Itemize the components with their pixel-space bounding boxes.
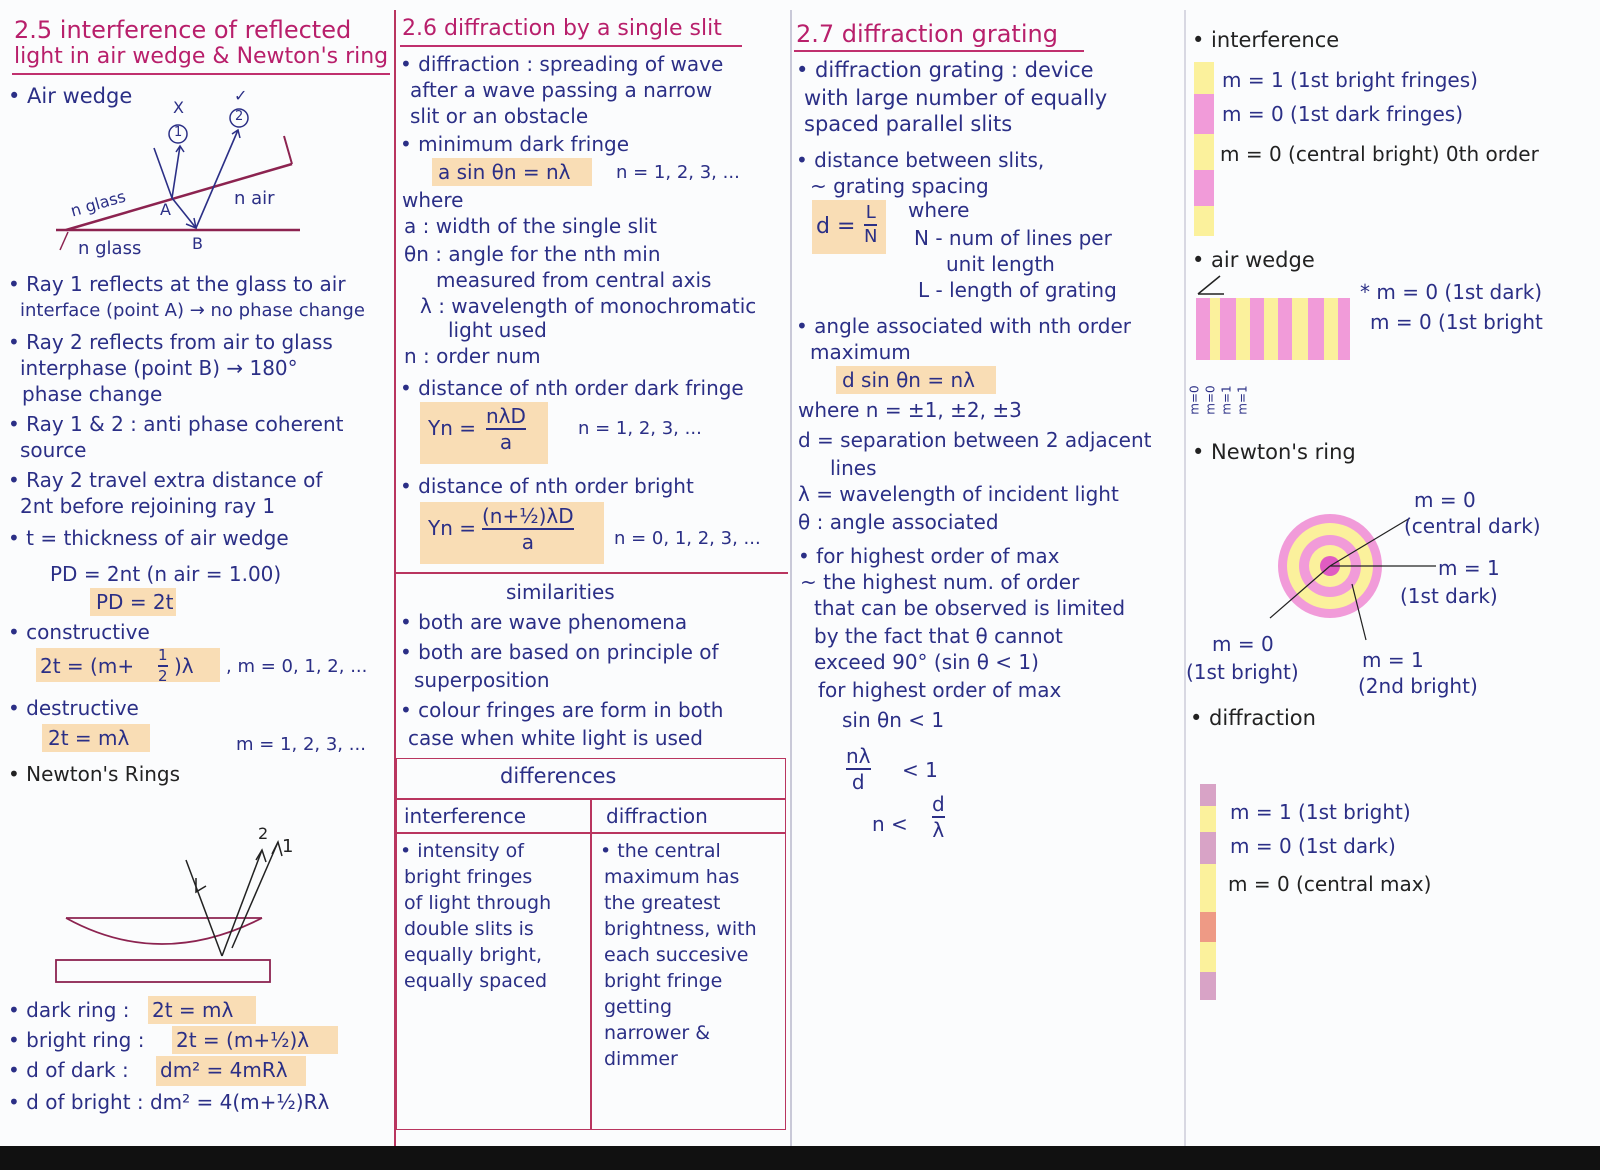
table-interference-line: • intensity of (400, 840, 524, 862)
table-diffraction-line: maximum has (604, 866, 740, 888)
air-wedge-fringe (1210, 298, 1220, 360)
air-wedge-heading: • Air wedge (8, 84, 133, 108)
sin-inequality: sin θn < 1 (842, 708, 945, 732)
d-eq-num: L (865, 202, 876, 223)
air-wedge-fringe (1308, 298, 1324, 360)
where-theta-l2: measured from central axis (436, 268, 712, 292)
pd-equation-2: PD = 2t (96, 590, 174, 614)
diffraction-def-l2: after a wave passing a narrow (410, 78, 713, 102)
where-theta-l1: θn : angle for the nth min (404, 242, 661, 266)
air-wedge-fringe (1196, 298, 1210, 360)
wedge-angle-icon (1196, 272, 1226, 296)
diffraction-m0-central: m = 0 (central max) (1228, 872, 1432, 896)
where-lambda-l2: light used (448, 318, 547, 342)
air-wedge-fringe (1338, 298, 1350, 360)
n-glass-lower-label: n glass (78, 238, 142, 259)
d-bright-eq: • d of bright : dm² = 4(m+½)Rλ (8, 1090, 330, 1114)
air-wedge-fringe (1236, 298, 1250, 360)
destructive-heading: • destructive (8, 696, 139, 720)
d-eq-frac (864, 204, 877, 246)
air-wedge-m0-dark: * m = 0 (1st dark) (1360, 280, 1543, 304)
similarity-3-l1: • colour fringes are form in both (400, 698, 724, 722)
bullet-thickness: • t = thickness of air wedge (8, 526, 289, 550)
similarity-3-l2: case when white light is used (408, 726, 703, 750)
ray-1-label: 1 (174, 125, 183, 140)
table-interference-line: bright fringes (404, 866, 533, 888)
table-diffraction-line: each succesive (604, 944, 749, 966)
col-divider-2 (790, 10, 792, 1146)
n-definition-l1: N - num of lines per (914, 226, 1112, 250)
highest-order-l4: by the fact that θ cannot (814, 624, 1063, 648)
dist-bright-heading: • distance of nth order bright (400, 474, 694, 498)
col-divider-3 (1184, 10, 1186, 1146)
newtons-rings-diagram (0, 820, 394, 990)
grating-def-l2: with large number of equally (804, 86, 1108, 110)
d-dark-label: • d of dark : (8, 1058, 129, 1082)
highest-order-l1: • for highest order of max (798, 544, 1060, 568)
table-diffraction-line: the greatest (604, 892, 721, 914)
air-wedge-fringe (1292, 298, 1308, 360)
air-wedge-fringe (1220, 298, 1236, 360)
nr-1st-bright-label: (1st bright) (1186, 660, 1299, 684)
bullet-ray12-l2: source (20, 438, 87, 462)
nr-central-dark-label: (central dark) (1404, 514, 1541, 538)
diffraction-heading-col4: • diffraction (1190, 706, 1316, 730)
air-wedge-fringe (1324, 298, 1338, 360)
min-dark-fringe: • minimum dark fringe (400, 132, 630, 156)
newton-ray-1: 1 (282, 836, 294, 857)
yn-dark-n-values: n = 1, 2, 3, ... (578, 418, 702, 439)
nr-m1-bright-label: m = 1 (1362, 648, 1424, 672)
yn-dark-lhs: Yn = (428, 416, 477, 440)
table-interference-line: double slits is (404, 918, 534, 940)
table-diffraction-line: • the central (600, 840, 721, 862)
interference-heading: • interference (1192, 28, 1340, 52)
pd-equation-1: PD = 2nt (n air = 1.00) (50, 562, 282, 586)
section-title-2-5-line1: 2.5 interference of reflected (14, 16, 352, 44)
differences-title: differences (500, 764, 617, 788)
bright-ring-eq: 2t = (m+½)λ (176, 1028, 310, 1052)
air-wedge-m-label: m=1 (1219, 385, 1234, 415)
angle-heading-l1: • angle associated with nth order (796, 314, 1132, 338)
point-b-label: B (192, 234, 203, 253)
frac2-den: λ (932, 817, 945, 842)
yn-dark-num: nλD (486, 404, 526, 428)
table-diffraction-line: narrower & (604, 1022, 711, 1044)
diffraction-fringe (1200, 912, 1216, 942)
similarity-2-l1: • both are based on principle of (400, 640, 719, 664)
diffraction-fringe (1200, 864, 1216, 912)
table-interference-line: equally spaced (404, 970, 548, 992)
bullet-ray2-l1: • Ray 2 reflects from air to glass (8, 330, 333, 354)
interference-fringe (1194, 206, 1214, 236)
interference-m0-central: m = 0 (central bright) 0th order (1220, 142, 1539, 166)
diffraction-def-l3: slit or an obstacle (410, 104, 589, 128)
where-n-values: where n = ±1, ±2, ±3 (798, 398, 1022, 422)
table-interference-line: of light through (404, 892, 552, 914)
air-wedge-m-label: m=0 (1203, 385, 1218, 415)
highest-order-l3: that can be observed is limited (814, 596, 1126, 620)
section-title-2-7: 2.7 diffraction grating (796, 20, 1058, 48)
grating-eq: d sin θn = nλ (842, 368, 975, 392)
dark-ring-label: • dark ring : (8, 998, 130, 1022)
bright-ring-label: • bright ring : (8, 1028, 145, 1052)
table-diffraction-line: brightness, with (604, 918, 757, 940)
similarities-title: similarities (506, 580, 615, 604)
dist-dark-heading: • distance of nth order dark fringe (400, 376, 744, 400)
constructive-eq-b: )λ (174, 654, 194, 678)
highest-order-l6: for highest order of max (818, 678, 1062, 702)
section-title-2-5-line2: light in air wedge & Newton's ring (14, 44, 389, 69)
table-interference-line: equally bright, (404, 944, 543, 966)
table-head-diffraction: diffraction (606, 804, 708, 828)
air-wedge-fringe (1278, 298, 1292, 360)
similarities-top-rule (396, 572, 788, 574)
ray-2-label: 2 (235, 109, 244, 124)
yn-bright-frac (482, 506, 574, 552)
yn-dark-frac (486, 406, 526, 452)
table-diffraction-line: dimmer (604, 1048, 678, 1070)
d-definition-l1: d = separation between 2 adjacent (798, 428, 1152, 452)
constructive-m-values: , m = 0, 1, 2, ... (226, 656, 368, 677)
yn-dark-den: a (499, 429, 513, 454)
n-lambda-over-d (846, 746, 871, 792)
bullet-ray1-l1: • Ray 1 reflects at the glass to air (8, 272, 346, 296)
interference-m0-dark: m = 0 (1st dark fringes) (1222, 102, 1464, 126)
similarity-1: • both are wave phenomena (400, 610, 688, 634)
air-wedge-fringe (1250, 298, 1264, 360)
interference-fringe (1194, 94, 1214, 134)
constructive-heading: • constructive (8, 620, 150, 644)
destructive-eq: 2t = mλ (48, 726, 130, 750)
nr-m0-bright-label: m = 0 (1212, 632, 1274, 656)
where-a: a : width of the single slit (404, 214, 657, 238)
diffraction-fringe (1200, 806, 1216, 832)
diffraction-fringe (1200, 832, 1216, 864)
point-a-label: A (160, 200, 171, 219)
l-definition: L - length of grating (918, 278, 1117, 302)
n-definition-l2: unit length (946, 252, 1055, 276)
min-eq: a sin θn = nλ (438, 160, 571, 184)
spacing-l1: • distance between slits, (796, 148, 1045, 172)
air-wedge-diagram (0, 0, 394, 270)
diffraction-fringe (1200, 784, 1216, 806)
yn-bright-n-values: n = 0, 1, 2, 3, ... (614, 528, 761, 549)
yn-bright-den: a (521, 529, 534, 554)
newton-ray-2: 2 (258, 824, 269, 843)
grating-def-l1: • diffraction grating : device (796, 58, 1094, 82)
air-wedge-heading-col4: • air wedge (1192, 248, 1315, 272)
diffraction-fringe (1200, 942, 1216, 972)
differences-mid-line (590, 798, 592, 1130)
half-num: 1 (158, 646, 168, 664)
diffraction-m1: m = 1 (1st bright) (1230, 800, 1411, 824)
newtons-ring-diagram (1270, 506, 1390, 626)
spacing-l2: ~ grating spacing (810, 174, 989, 198)
interference-m1: m = 1 (1st bright fringes) (1222, 68, 1478, 92)
d-over-lambda (932, 794, 945, 840)
d-eq-lhs: d = (816, 214, 856, 239)
frac2-lhs: n < (872, 812, 908, 836)
frac2-num: d (932, 792, 945, 816)
table-diffraction-line: getting (604, 996, 673, 1018)
nr-2nd-bright-label: (2nd bright) (1358, 674, 1478, 698)
air-wedge-m0-bright: m = 0 (1st bright (1370, 310, 1543, 334)
diffraction-m0-dark: m = 0 (1st dark) (1230, 834, 1396, 858)
mark-x: X (173, 98, 184, 117)
title-underline-2-7 (794, 50, 1084, 52)
frac1-num: nλ (846, 744, 871, 768)
bullet-ray12-l1: • Ray 1 & 2 : anti phase coherent (8, 412, 344, 436)
bullet-extra-l2: 2nt before rejoining ray 1 (20, 494, 276, 518)
section-title-2-6: 2.6 diffraction by a single slit (402, 16, 722, 41)
interference-fringe (1194, 134, 1214, 170)
constructive-eq-a: 2t = (m+ (40, 654, 135, 678)
lambda-definition: λ = wavelength of incident light (798, 482, 1119, 506)
bullet-ray1-l2: interface (point A) → no phase change (20, 300, 365, 321)
diffraction-fringe (1200, 972, 1216, 1000)
nr-m1-label: m = 1 (1438, 556, 1500, 580)
newtons-rings-heading: • Newton's Rings (8, 762, 181, 786)
grating-def-l3: spaced parallel slits (804, 112, 1013, 136)
frac1-rhs: < 1 (902, 758, 938, 782)
where-label: where (402, 188, 464, 212)
highest-order-l5: exceed 90° (sin θ < 1) (814, 650, 1039, 674)
half-den: 2 (158, 666, 168, 685)
bullet-ray2-l2: interphase (point B) → 180° (20, 356, 298, 380)
frac1-den: d (851, 769, 865, 794)
where-n: n : order num (404, 344, 541, 368)
yn-bright-lhs: Yn = (428, 516, 477, 540)
d-dark-eq: dm² = 4mRλ (160, 1058, 288, 1082)
air-wedge-fringe (1264, 298, 1278, 360)
table-head-interference: interference (404, 804, 527, 828)
n-glass-upper-label: n glass (68, 186, 128, 221)
air-wedge-m-label: m=0 (1187, 385, 1202, 415)
d-definition-l2: lines (830, 456, 877, 480)
scan-bottom-edge (0, 1146, 1600, 1170)
angle-heading-l2: maximum (810, 340, 911, 364)
interference-fringe (1194, 170, 1214, 206)
highest-order-l2: ~ the highest num. of order (800, 570, 1080, 594)
d-eq-den: N (864, 225, 878, 247)
yn-bright-num: (n+½)λD (482, 504, 574, 528)
min-n-values: n = 1, 2, 3, ... (616, 162, 740, 183)
bullet-extra-l1: • Ray 2 travel extra distance of (8, 468, 323, 492)
constructive-half (158, 648, 168, 684)
interference-fringe (1194, 62, 1214, 94)
dark-ring-eq: 2t = mλ (152, 998, 234, 1022)
table-diffraction-line: bright fringe (604, 970, 723, 992)
diffraction-def-l1: • diffraction : spreading of wave (400, 52, 724, 76)
where-grating: where (908, 198, 970, 222)
nr-1st-dark-label: (1st dark) (1400, 584, 1498, 608)
similarity-2-l2: superposition (414, 668, 550, 692)
bullet-ray2-l3: phase change (22, 382, 163, 406)
where-lambda-l1: λ : wavelength of monochromatic (420, 294, 757, 318)
mark-check: ✓ (234, 86, 248, 105)
nr-m0-central-label: m = 0 (1414, 488, 1476, 512)
n-air-label: n air (234, 188, 275, 209)
air-wedge-m-label: m=1 (1235, 385, 1250, 415)
theta-definition: θ : angle associated (798, 510, 999, 534)
newtons-ring-heading-col4: • Newton's ring (1192, 440, 1356, 464)
destructive-m-values: m = 1, 2, 3, ... (236, 734, 366, 755)
title-underline-2-6 (400, 45, 742, 47)
